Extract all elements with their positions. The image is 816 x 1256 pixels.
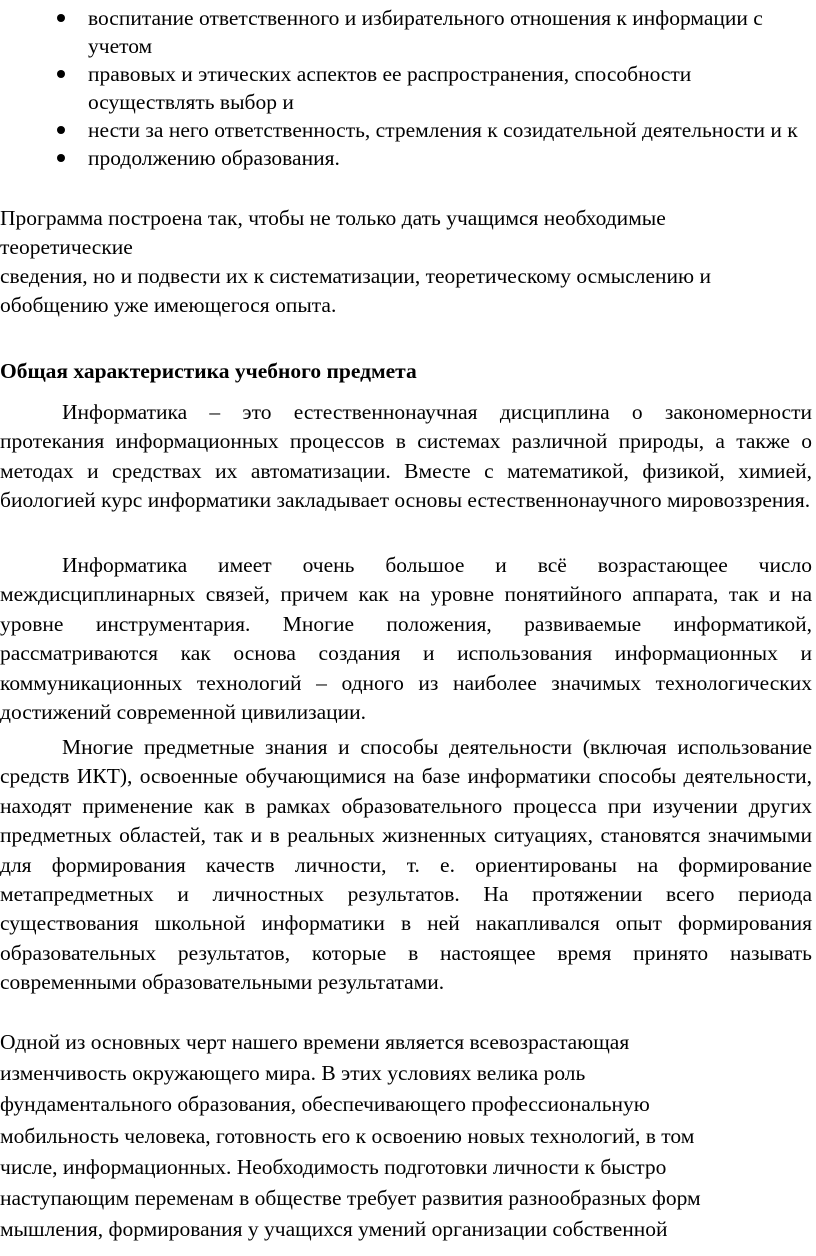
bullet-text: продолжению образования.	[88, 146, 340, 170]
closing-line: числе, информационных. Необходимость подготовки личности к быстро	[0, 1154, 667, 1179]
bullet-item	[0, 116, 816, 144]
intro-paragraph	[0, 204, 816, 320]
closing-paragraph	[0, 1027, 816, 1245]
bullet-text: правовых и этических аспектов ее распространения, способности осуществлять выбор и	[88, 62, 692, 114]
closing-line: мобильность человека, готовность его к освоению новых технологий, в том	[0, 1123, 695, 1148]
intro-line: Программа построена так, чтобы не только дать учащимся необходимые	[0, 206, 666, 230]
closing-line: фундаментального образования, обеспечивающего профессиональную	[0, 1092, 650, 1117]
intro-line: теоретические	[0, 235, 133, 259]
bullet-icon	[57, 126, 65, 134]
closing-line: мышления, формирования у учащихся умений организации собственной	[0, 1217, 668, 1242]
bullet-icon	[57, 14, 65, 22]
bullet-icon	[57, 154, 65, 162]
body-paragraph: Информатика – это естественнонаучная дисциплина о закономерности протекания информационных процессов в системах различной природы, а также о методах и средствах их автоматизации. Вместе с математикой, физикой, химией, биологией курс информатики закладывает основы естественнонаучного мировоззрения.	[0, 400, 812, 513]
bullet-item	[0, 4, 816, 60]
bullet-text: воспитание ответственного и избирательного отношения к информации с учетом	[88, 6, 763, 58]
bullet-item	[0, 60, 816, 116]
body-paragraph: Информатика имеет очень большое и всё возрастающее число междисциплинарных связей, причем как на уровне понятийного аппарата, так и на уровне инструментария. Многие положения, развиваемые информатикой, рассматриваются как основа создания и использования информационных и коммуникационных технологий – одного из наиболее значимых технологических достижений современной цивилизации.	[0, 553, 812, 725]
bullet-icon	[57, 70, 65, 78]
intro-line: сведения, но и подвести их к систематизации, теоретическому осмыслению и	[0, 264, 711, 288]
bullet-list	[0, 4, 816, 172]
bullet-item	[0, 144, 816, 172]
closing-line: Одной из основных черт нашего времени является всевозрастающая	[0, 1030, 630, 1054]
body-paragraph: Многие предметные знания и способы деятельности (включая использование средств ИКТ), освоенные обучающимися на базе информатики способы деятельности, находят применение как в рамках образовательного процесса при изучении других предметных областей, так и в реальных жизненных ситуациях, становятся значимыми для формирования качеств личности, т. е. ориентированы на формирование метапредметных и личностных результатов. На протяжении всего периода существования школьной информатики в ней накапливался опыт формирования образовательных результатов, которые в настоящее время принято называть современными образовательными результатами.	[0, 735, 812, 995]
intro-line: обобщению уже имеющегося опыта.	[0, 293, 337, 317]
closing-line: наступающим переменам в обществе требует развития разнообразных форм	[0, 1186, 701, 1211]
section-heading: Общая характеристика учебного предмета	[0, 359, 417, 383]
bullet-text: нести за него ответственность, стремления к созидательной деятельности и к	[88, 118, 798, 142]
closing-line: изменчивость окружающего мира. В этих условиях велика роль	[0, 1061, 586, 1086]
